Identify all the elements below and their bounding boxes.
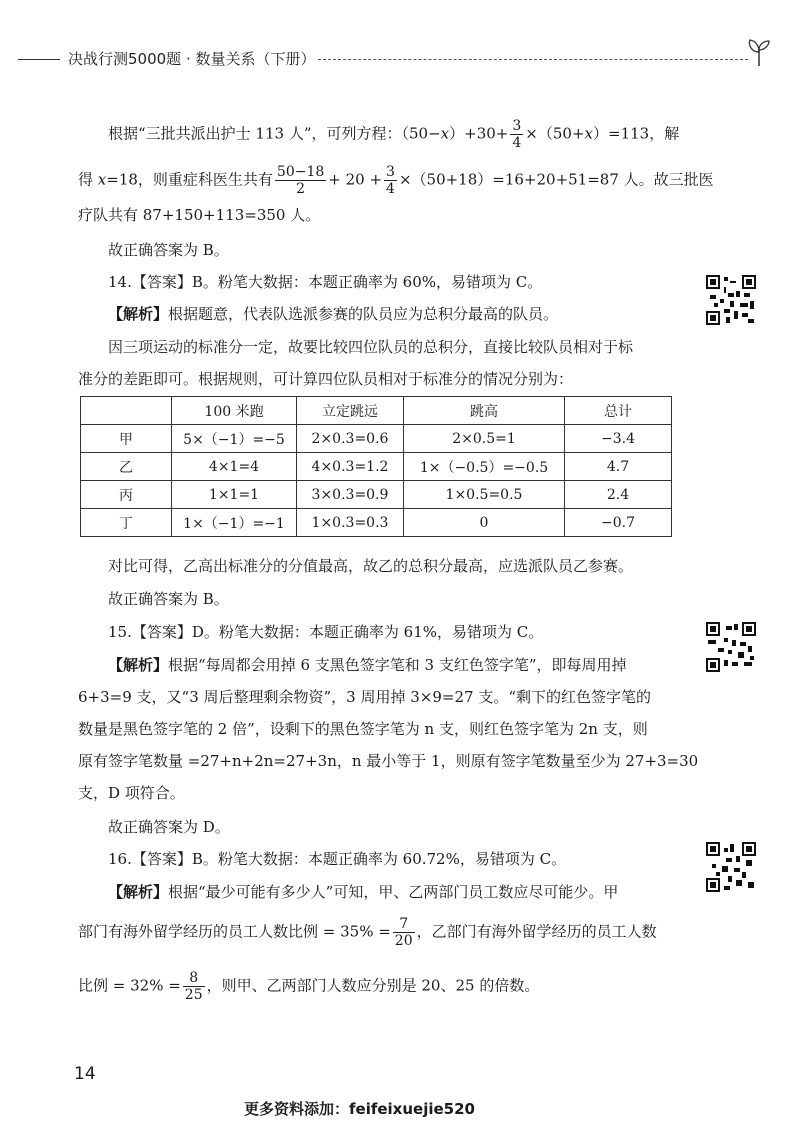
table-cell: 1×（−0.5）=−0.5 — [404, 453, 565, 481]
running-header — [18, 44, 778, 74]
paragraph-total: 疗队共有 87+150+113=350 人。 — [78, 206, 321, 224]
q15-line4: 原有签字笔数量 =27+n+2n=27+3n，n 最小等于 1，则原有签字笔数量至少为 27+3=30 — [78, 752, 699, 770]
table-cell: 1×1=1 — [172, 481, 297, 509]
score-table — [80, 396, 672, 537]
table-header-row — [81, 397, 672, 425]
table-cell: 3×0.3=0.9 — [297, 481, 404, 509]
table-cell: 4×0.3=1.2 — [297, 453, 404, 481]
table-header-cell — [81, 397, 172, 425]
qr-code-q16[interactable] — [706, 842, 756, 892]
header-title: 决战行测5000题 · 数量关系（下册） — [68, 50, 316, 68]
table-cell: 2.4 — [565, 481, 672, 509]
fraction: $\frac{50-18}{2}$ — [276, 164, 325, 197]
table-cell: −3.4 — [565, 425, 672, 453]
page-number: 14 — [74, 1064, 96, 1084]
q14-analysis: 【解析】根据题意，代表队选派参赛的队员应为总积分最高的队员。 — [108, 305, 559, 323]
table-cell: −0.7 — [565, 509, 672, 537]
fraction: $\frac{3}{4}$ — [386, 164, 395, 197]
table-cell: 5×（−1）=−5 — [172, 425, 297, 453]
table-cell: 2×0.3=0.6 — [297, 425, 404, 453]
table-cell: 乙 — [81, 453, 172, 481]
header-rule-right — [318, 59, 748, 60]
fraction: $\frac{7}{20}$ — [394, 916, 413, 949]
q15-line2: 6+3=9 支，又“3 周后整理剩余物资”，3 周用掉 3×9=27 支。“剩下的红色签字笔的 — [78, 688, 652, 706]
table-row — [81, 453, 672, 481]
fraction: $\frac{3}{4}$ — [512, 118, 522, 151]
table-cell: 0 — [404, 509, 565, 537]
table-cell: 1×0.3=0.3 — [297, 509, 404, 537]
table-header-cell: 100 米跑 — [172, 397, 297, 425]
q14-conclusion: 对比可得，乙高出标准分的分值最高，故乙的总积分最高，应选派队员乙参赛。 — [108, 557, 634, 575]
table-cell: 1×（−1）=−1 — [172, 509, 297, 537]
q15-line3: 数量是黑色签字笔的 2 倍”，设剩下的黑色签字笔为 n 支，则红色签字笔为 2n 支，则 — [78, 720, 648, 738]
header-rule-left — [18, 59, 60, 60]
q16-analysis: 【解析】根据“最少可能有多少人”可知，甲、乙两部门员工数应尽可能少。甲 — [108, 883, 619, 901]
table-cell: 2×0.5=1 — [404, 425, 565, 453]
qr-code-q14[interactable] — [706, 275, 756, 325]
q14-final-answer: 故正确答案为 B。 — [108, 590, 229, 608]
paragraph-equation: 根据“三批共派出护士 113 人”，可列方程：（50−x）+30+ $\frac{3}{4}$ ×（50+x）=113，解 — [108, 118, 680, 151]
q14-line3: 准分的差距即可。根据规则，可计算四位队员相对于标准分的情况分别为： — [78, 370, 574, 388]
q15-line5: 支，D 项符合。 — [78, 784, 185, 802]
fraction: $\frac{8}{25}$ — [184, 970, 203, 1003]
table-cell: 1×0.5=0.5 — [404, 481, 565, 509]
q15-analysis: 【解析】根据“每周都会用掉 6 支黑色签字笔和 3 支红色签字笔”，即每周用掉 — [108, 656, 627, 674]
q15-answer-head: 15.【答案】D。粉笔大数据：本题正确率为 61%，易错项为 C。 — [108, 623, 544, 641]
paragraph-doctors: 得 x=18，则重症科医生共有 $\frac{50-18}{2}$ + 20 + $\frac{3}{4}$ ×（50+18）=16+20+51=87 人。故三批医 — [78, 164, 714, 197]
q14-line2: 因三项运动的标准分一定，故要比较四位队员的总积分，直接比较队员相对于标 — [108, 338, 634, 356]
table-row — [81, 509, 672, 537]
footer-note: 更多资料添加：feifeixuejie520 — [244, 1100, 475, 1118]
qr-code-q15[interactable] — [706, 622, 756, 672]
table-cell: 甲 — [81, 425, 172, 453]
table-header-cell: 跳高 — [404, 397, 565, 425]
q16-line2: 部门有海外留学经历的员工人数比例 = 35% = $\frac{7}{20}$ ，乙部门有海外留学经历的员工人数 — [78, 916, 657, 949]
table-header-cell: 总计 — [565, 397, 672, 425]
q16-answer-head: 16.【答案】B。粉笔大数据：本题正确率为 60.72%，易错项为 C。 — [108, 850, 567, 868]
table-header-cell: 立定跳远 — [297, 397, 404, 425]
q15-final-answer: 故正确答案为 D。 — [108, 818, 230, 836]
table-cell: 丙 — [81, 481, 172, 509]
table-cell: 4.7 — [565, 453, 672, 481]
sprout-icon — [746, 38, 772, 68]
table-cell: 4×1=4 — [172, 453, 297, 481]
table-cell: 丁 — [81, 509, 172, 537]
q16-line3: 比例 = 32% = $\frac{8}{25}$ ，则甲、乙两部门人数应分别是 20、25 的倍数。 — [78, 970, 540, 1003]
table-row — [81, 481, 672, 509]
answer-13: 故正确答案为 B。 — [108, 241, 229, 259]
table-row — [81, 425, 672, 453]
q14-answer-head: 14.【答案】B。粉笔大数据：本题正确率为 60%，易错项为 C。 — [108, 273, 543, 291]
